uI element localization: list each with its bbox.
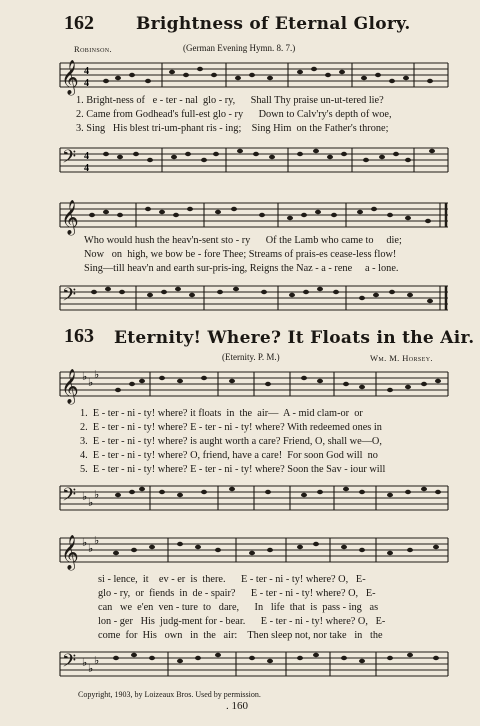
verse-line-163-2: 2. E - ter - ni - ty! where? E - ter - ni - ty! where? With redeemed ones in	[80, 422, 382, 433]
svg-text:𝄢: 𝄢	[62, 651, 77, 676]
verse-line-162-6: Sing—till heav'n and earth sur-pris-ing, Reigns the Naz - a - rene a - lone.	[84, 263, 399, 274]
copyright-notice: Copyright, 1903, by Loizeaux Bros. Used by permission.	[78, 690, 261, 699]
svg-text:𝄢: 𝄢	[62, 485, 77, 510]
verse-line-163-3: 3. E - ter - ni - ty! where? is aught worth a care? Friend, O, shall we—O,	[80, 436, 382, 447]
svg-text:𝄢: 𝄢	[62, 285, 77, 310]
verse-line-163-6: si - lence, it ev - er is there. E - ter - ni - ty! where? O, E-	[98, 574, 366, 585]
svg-text:♭: ♭	[94, 369, 100, 381]
svg-text:𝄞: 𝄞	[61, 535, 79, 570]
svg-text:4: 4	[84, 66, 89, 77]
svg-text:𝄞: 𝄞	[61, 200, 79, 235]
hymn-number-163: 163	[64, 325, 94, 347]
composer-162: Robinson.	[74, 44, 113, 54]
verse-line-162-2: 2. Came from Godhead's full-est glo - ry Down to Calv'ry's depth of woe,	[76, 109, 392, 120]
svg-text:♭: ♭	[82, 537, 88, 549]
verse-line-163-5: 5. E - ter - ni - ty! where? E - ter - ni - ty! where? Soon the Sav - iour will	[80, 464, 386, 475]
svg-text:♭: ♭	[94, 489, 100, 501]
treble-staff-163-a	[0, 366, 480, 406]
tune-name-163: (Eternity. P. M.)	[222, 352, 280, 362]
svg-text:♭: ♭	[82, 371, 88, 383]
bass-staff-163-b	[0, 646, 480, 686]
svg-text:4: 4	[84, 163, 89, 174]
svg-text:𝄞: 𝄞	[61, 60, 79, 95]
svg-text:4: 4	[84, 151, 89, 162]
verse-line-163-1: 1. E - ter - ni - ty! where? it floats in the air— A - mid clam-or or	[80, 408, 363, 419]
svg-text:♭: ♭	[88, 377, 94, 389]
treble-staff-163-b	[0, 532, 480, 572]
hymn-number-162: 162	[64, 12, 94, 34]
svg-text:♭: ♭	[88, 543, 94, 555]
treble-staff-162-b	[0, 197, 480, 237]
tune-name-162: (German Evening Hymn. 8. 7.)	[183, 43, 296, 53]
hymn-title-162: Brightness of Eternal Glory.	[136, 14, 411, 34]
svg-text:♭: ♭	[88, 663, 94, 675]
treble-staff-162-a	[0, 57, 480, 97]
svg-text:♭: ♭	[94, 655, 100, 667]
verse-line-162-1: 1. Bright-ness of e - ter - nal glo - ry, Shall Thy praise un-ut-tered lie?	[76, 95, 384, 106]
svg-text:𝄢: 𝄢	[62, 147, 77, 172]
svg-text:♭: ♭	[82, 657, 88, 669]
verse-line-163-7: glo - ry, or fiends in de - spair? E - ter - ni - ty! where? O, E-	[98, 588, 376, 599]
verse-line-162-4: Who would hush the heav'n-sent sto - ry Of the Lamb who came to die;	[84, 235, 402, 246]
svg-text:♭: ♭	[88, 497, 94, 509]
verse-line-163-10: come for His own in the air: Then sleep not, nor take in the	[98, 630, 383, 641]
bass-staff-162-a	[0, 142, 480, 182]
verse-line-163-9: lon - ger His judg-ment for - bear. E - ter - ni - ty! where? O, E-	[98, 616, 386, 627]
composer-163: Wm. M. Horsey.	[370, 353, 433, 363]
svg-text:𝄞: 𝄞	[61, 369, 79, 404]
bass-staff-162-b	[0, 280, 480, 320]
bass-staff-163-a	[0, 480, 480, 520]
svg-text:♭: ♭	[82, 491, 88, 503]
verse-line-162-5: Now on high, we bow be - fore Thee; Streams of prais-es cease-less flow!	[84, 249, 397, 260]
hymn-title-163: Eternity! Where? It Floats in the Air.	[114, 328, 475, 348]
verse-line-163-8: can we e'en ven - ture to dare, In life that is pass - ing as	[98, 602, 379, 613]
verse-line-162-3: 3. Sing His blest tri-um-phant ris - ing; Sing Him on the Father's throne;	[76, 123, 389, 134]
svg-text:4: 4	[84, 78, 89, 89]
verse-line-163-4: 4. E - ter - ni - ty! where? O, friend, have a care! For soon God will no	[80, 450, 378, 461]
page-number: . 160	[226, 700, 248, 712]
svg-text:♭: ♭	[94, 535, 100, 547]
